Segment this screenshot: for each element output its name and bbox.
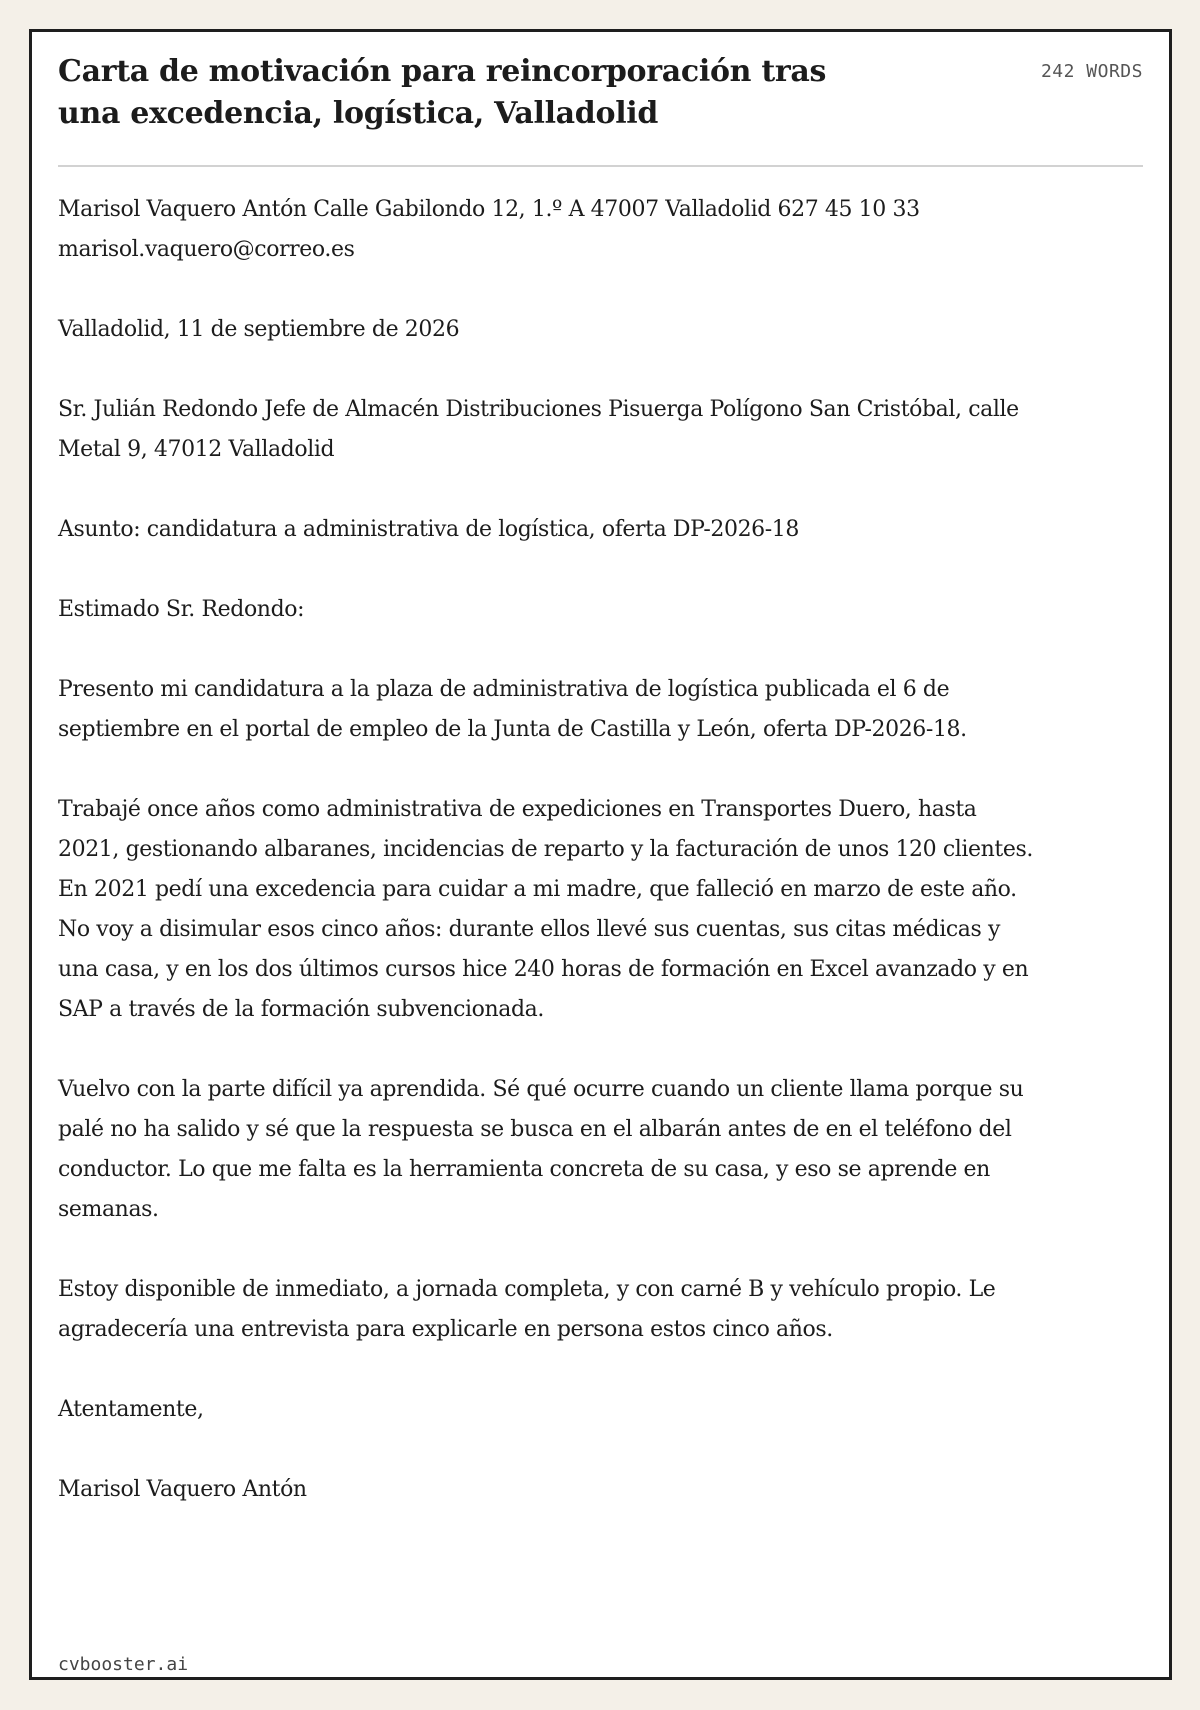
letter-signature: Marisol Vaquero Antón [58, 1477, 307, 1502]
brand-footer: cvbooster.ai [58, 1654, 189, 1675]
body-paragraph: Trabajé once años como administrativa de expediciones en Transportes Duero, hasta 2021, gestionando albaranes, incidencias de reparto y la facturación de unos 120 clientes. En 2021 pedí una excedencia para cuidar a mi madre, que falleció en marzo de este año. No voy a disimular esos cinco años: durante ellos llevé sus cuentas, sus citas médicas y una casa, y en los dos últimos cursos hice 240 horas de formación en Excel avanzado y en SAP a través de la formación subvencionada. [58, 797, 1033, 1022]
document-title: Carta de motivación para reincorporación tras una excedencia, logística, Valladolid [58, 54, 827, 131]
letter-salutation: Estimado Sr. Redondo: [58, 597, 305, 622]
recipient-block: Sr. Julián Redondo Jefe de Almacén Distribuciones Pisuerga Polígono San Cristóbal, calle Metal 9, 47012 Valladolid [58, 397, 1019, 462]
document-frame [29, 29, 1172, 1680]
body-paragraph: Presento mi candidatura a la plaza de administrativa de logística publicada el 6 de septiembre en el portal de empleo de la Junta de Castilla y León, oferta DP-2026-18. [58, 677, 967, 742]
body-paragraph: Estoy disponible de inmediato, a jornada completa, y con carné B y vehículo propio. Le agradecería una entrevista para explicarle en persona estos cinco años. [58, 1277, 996, 1342]
letter-date: Valladolid, 11 de septiembre de 2026 [58, 317, 460, 342]
letter-body [58, 190, 1038, 1510]
letter-subject: Asunto: candidatura a administrativa de logística, oferta DP-2026-18 [58, 517, 800, 542]
document-header [58, 51, 1143, 167]
word-count-badge: 242 WORDS [1040, 61, 1143, 82]
sender-block: Marisol Vaquero Antón Calle Gabilondo 12, 1.º A 47007 Valladolid 627 45 10 33 marisol.vaquero@correo.es [58, 197, 920, 262]
body-paragraph: Vuelvo con la parte difícil ya aprendida. Sé qué ocurre cuando un cliente llama porque su palé no ha salido y sé que la respuesta se busca en el albarán antes de en el teléfono del conductor. Lo que me falta es la herramienta concreta de su casa, y eso se aprende en semanas. [58, 1077, 1024, 1222]
letter-closing: Atentamente, [58, 1397, 204, 1422]
